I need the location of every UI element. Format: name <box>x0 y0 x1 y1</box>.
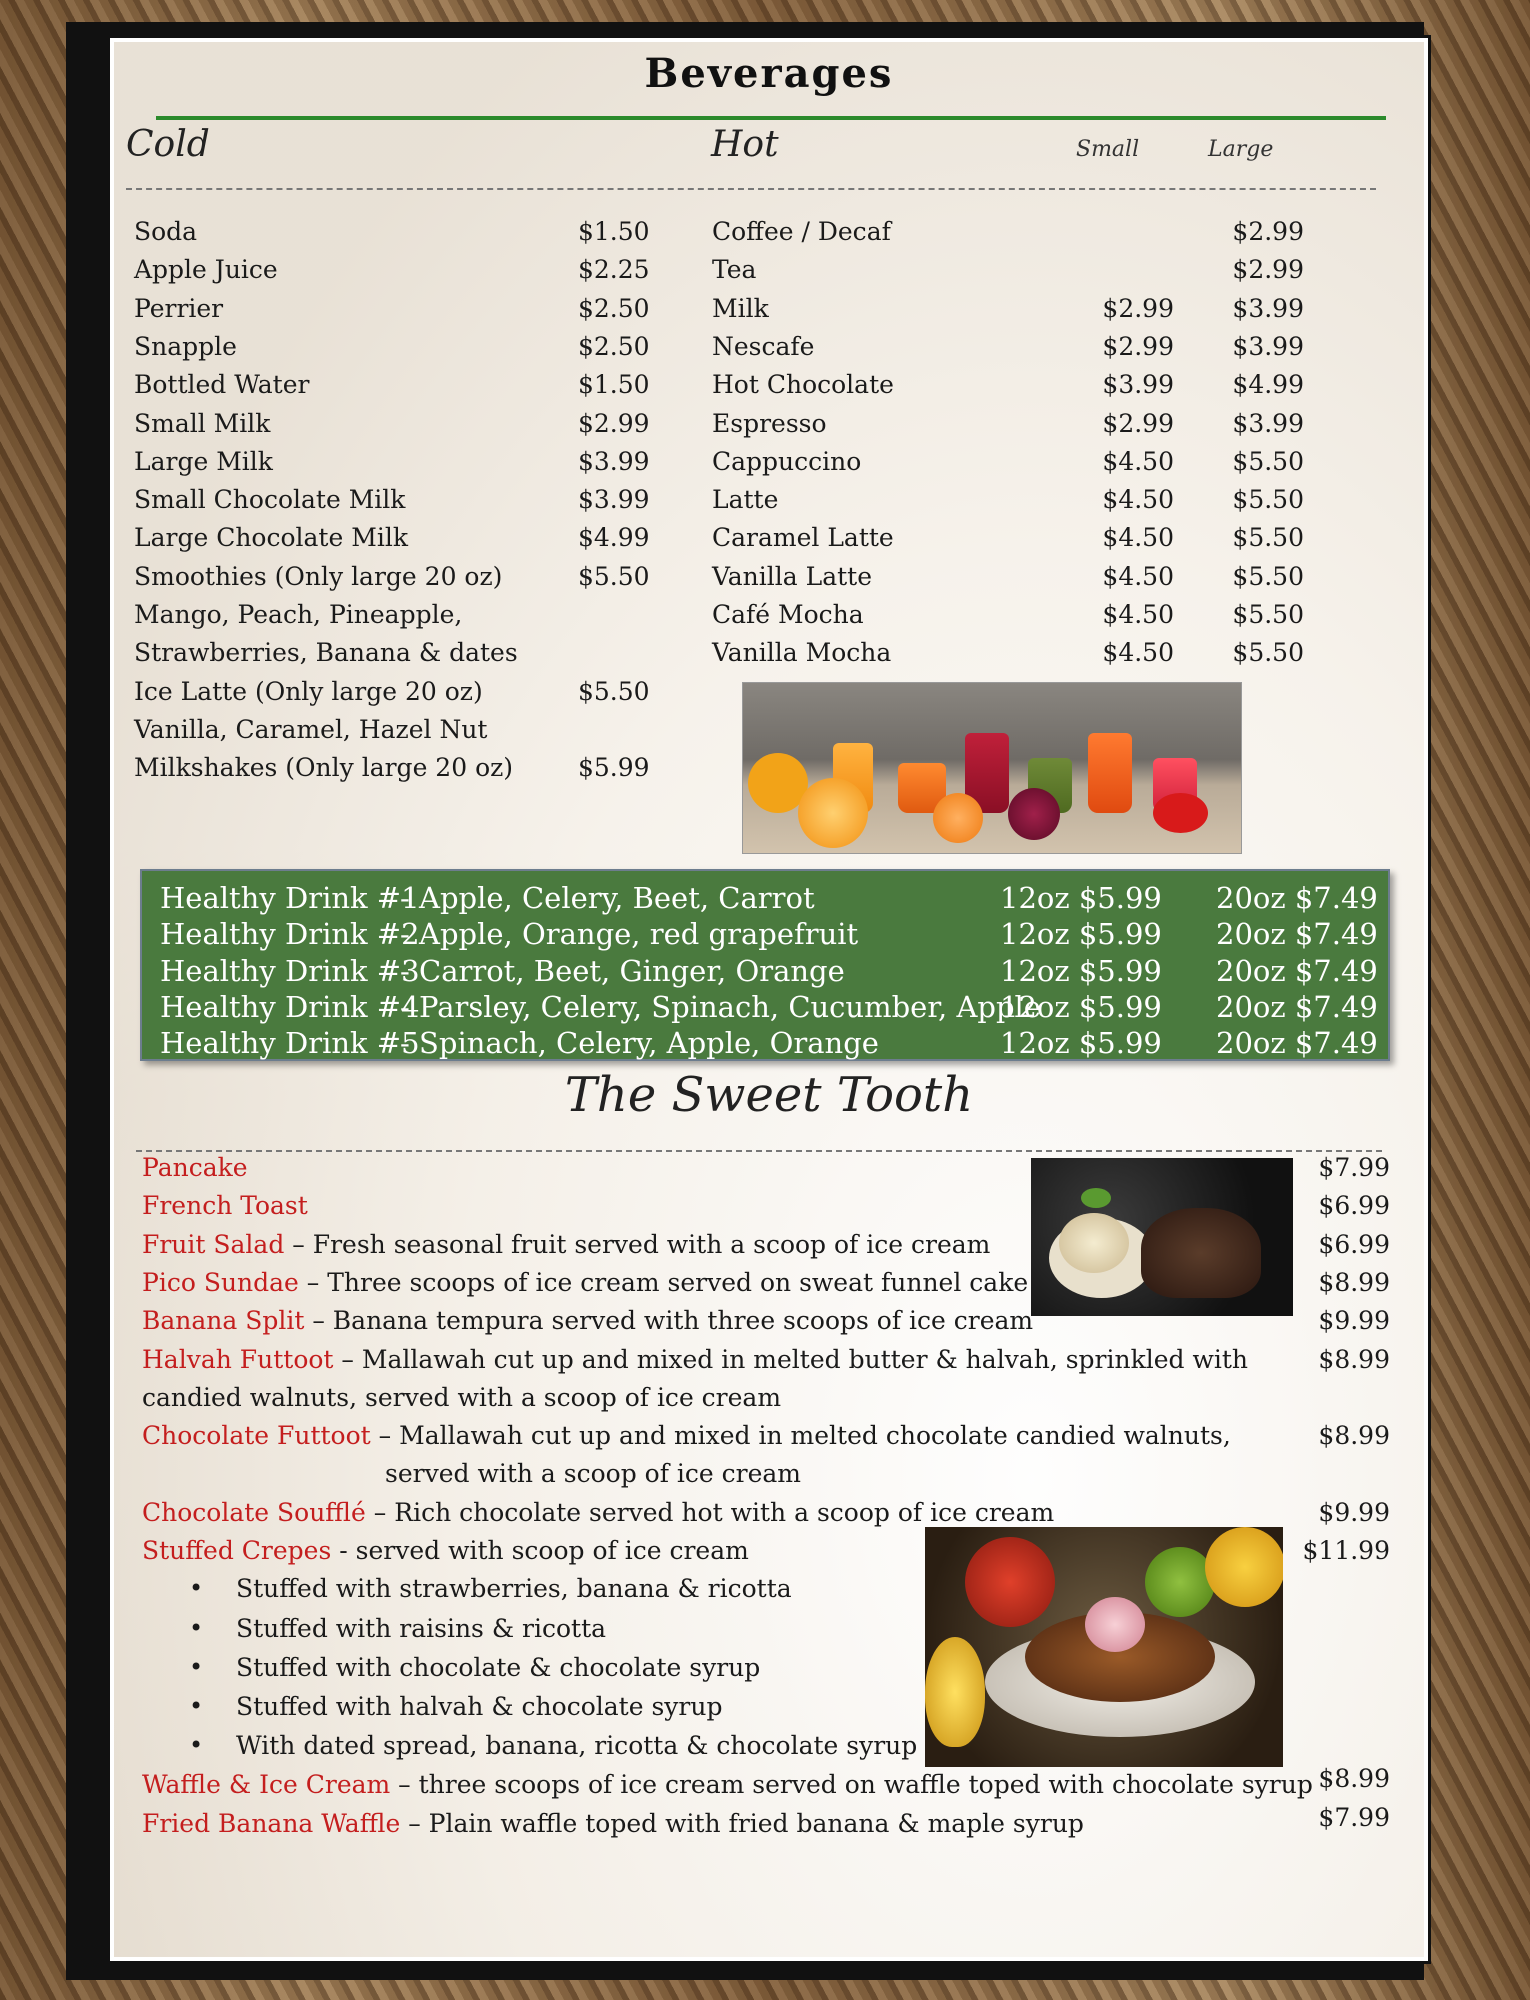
sweet-item-name: Fried Banana Waffle <box>142 1808 401 1838</box>
sweet-item <box>142 1421 1231 1450</box>
sweet-item-desc-cont: served with a scoop of ice cream <box>385 1459 802 1489</box>
cold-item-name: Mango, Peach, Pineapple, <box>134 600 463 629</box>
sweet-item-name: Banana Split <box>142 1306 305 1336</box>
sweet-item <box>142 1536 749 1565</box>
sweet-item <box>142 1809 1084 1838</box>
crepe-bullet: • <box>189 1652 204 1681</box>
cold-item-price: $2.50 <box>578 331 650 361</box>
sweet-item <box>142 1230 990 1259</box>
sweet-item-name: Chocolate Soufflé <box>142 1497 366 1527</box>
healthy-drink-large-price: 20oz $7.49 <box>1216 881 1378 915</box>
cold-item-name: Small Milk <box>134 408 271 438</box>
hot-item-name: Nescafe <box>712 331 815 361</box>
cold-item-price: $5.99 <box>578 753 650 783</box>
healthy-drink-name: Healthy Drink #3 <box>160 953 420 988</box>
crepe-option: With dated spread, banana, ricotta & chocolate syrup <box>236 1731 918 1761</box>
hot-item-name: Tea <box>712 255 757 285</box>
cold-item-price: $1.50 <box>578 370 650 400</box>
healthy-drink-name: Healthy Drink #1 <box>160 881 420 915</box>
hot-item-name: Café Mocha <box>712 600 864 629</box>
healthy-drink-desc: - Parsley, Celery, Spinach, Cucumber, Apple <box>400 989 1041 1024</box>
sweet-item-desc: – Plain waffle toped with fried banana & maple syrup <box>400 1808 1084 1838</box>
healthy-drink-small-price: 12oz $5.99 <box>1000 1026 1162 1061</box>
hot-item-name: Espresso <box>712 408 827 438</box>
healthy-drink-name: Healthy Drink #5 <box>160 1026 420 1061</box>
cold-item-name: Soda <box>134 217 198 246</box>
sweet-item-name: Waffle & Ice Cream <box>142 1770 391 1800</box>
sweet-divider <box>136 1150 1382 1152</box>
sweet-item-name: Halvah Futtoot <box>142 1344 334 1374</box>
healthy-drink-desc: - Spinach, Celery, Apple, Orange <box>400 1026 879 1061</box>
sweet-item-desc-cont: candied walnuts, served with a scoop of ice cream <box>142 1382 782 1412</box>
healthy-drink-large-price: 20oz $7.49 <box>1216 1026 1378 1061</box>
cold-header: Cold <box>126 124 210 165</box>
small-column-label: Small <box>1076 137 1140 162</box>
hot-item-name: Vanilla Mocha <box>712 638 892 668</box>
juice-photo <box>742 682 1242 854</box>
sweet-item-desc: – Fresh seasonal fruit served with a scoop of ice cream <box>284 1229 991 1259</box>
crepe-bullet: • <box>189 1574 204 1603</box>
sweet-item-desc: – Mallawah cut up and mixed in melted chocolate candied walnuts, <box>370 1421 1231 1451</box>
crepe-option: Stuffed with strawberries, banana & ricotta <box>236 1574 792 1604</box>
sweet-item <box>142 1770 1313 1799</box>
sweet-tooth-title: The Sweet Tooth <box>564 1067 974 1123</box>
hot-item-name: Coffee / Decaf <box>712 217 891 246</box>
cold-item-name: Large Milk <box>134 446 273 476</box>
cold-item-name: Ice Latte (Only large 20 oz) <box>134 676 483 706</box>
healthy-drink-small-price: 12oz $5.99 <box>1000 953 1162 988</box>
cold-item-name: Milkshakes (Only large 20 oz) <box>134 753 514 783</box>
hot-item-name: Caramel Latte <box>712 523 894 553</box>
sweet-item-desc: – three scoops of ice cream served on waffle toped with chocolate syrup <box>390 1770 1313 1800</box>
sweet-item-name: Pico Sundae <box>142 1267 299 1297</box>
cold-item-name: Strawberries, Banana & dates <box>134 638 518 668</box>
sweet-item-desc: – Mallawah cut up and mixed in melted butter & halvah, sprinkled with <box>333 1344 1249 1374</box>
cold-item-name: Apple Juice <box>134 255 278 285</box>
sweet-item-desc: – Three scoops of ice cream served on sweat funnel cake <box>298 1267 1029 1297</box>
sweet-item-desc: - served with scoop of ice cream <box>331 1536 749 1565</box>
sweet-item <box>142 1268 1028 1297</box>
page-title: Beverages <box>644 50 894 97</box>
healthy-drink-desc: - Carrot, Beet, Ginger, Orange <box>400 953 845 988</box>
sweet-item <box>142 1306 1033 1335</box>
beverages-divider <box>126 188 1376 190</box>
crepe-bullet: • <box>189 1613 204 1642</box>
cold-item-name: Bottled Water <box>134 370 310 400</box>
cold-item-name: Snapple <box>134 331 237 361</box>
crepe-option: Stuffed with raisins & ricotta <box>236 1613 607 1643</box>
cold-item-name: Perrier <box>134 293 224 323</box>
sweet-item-name: Pancake <box>142 1153 248 1182</box>
cold-item-price: $3.99 <box>578 485 650 515</box>
cold-item-name: Smoothies (Only large 20 oz) <box>134 561 503 591</box>
sweet-item-name: Chocolate Futtoot <box>142 1421 371 1451</box>
sweet-item-name: French Toast <box>142 1191 308 1221</box>
sweet-item-name: Fruit Salad <box>142 1229 285 1259</box>
cold-item-price: $4.99 <box>578 523 650 553</box>
healthy-drink-small-price: 12oz $5.99 <box>1000 917 1162 952</box>
hot-item-name: Milk <box>712 293 769 323</box>
hot-item-name: Cappuccino <box>712 446 862 476</box>
healthy-drink-small-price: 12oz $5.99 <box>1000 989 1162 1024</box>
large-column-label: Large <box>1208 137 1274 162</box>
cold-item-price: $3.99 <box>578 446 650 476</box>
cold-item-name: Vanilla, Caramel, Hazel Nut <box>134 714 488 744</box>
healthy-drink-name: Healthy Drink #2 <box>160 917 420 952</box>
healthy-drinks-box <box>140 869 1390 1061</box>
healthy-drink-large-price: 20oz $7.49 <box>1216 953 1378 988</box>
hot-item-name: Latte <box>712 485 779 515</box>
healthy-drink-desc: - Apple, Orange, red grapefruit <box>400 917 859 952</box>
chocolate-cake-photo <box>1031 1158 1293 1316</box>
cold-item-price: $2.50 <box>578 293 650 323</box>
sweet-item-desc: – Banana tempura served with three scoops of ice cream <box>304 1306 1034 1336</box>
cold-item-name: Small Chocolate Milk <box>134 485 406 515</box>
sweet-item <box>142 1191 308 1220</box>
cold-item-name: Large Chocolate Milk <box>134 523 408 553</box>
sweet-item-name: Stuffed Crepes <box>142 1536 332 1565</box>
sweet-item <box>142 1345 1248 1374</box>
hot-item-name: Hot Chocolate <box>712 370 894 400</box>
healthy-drink-small-price: 12oz $5.99 <box>1000 881 1162 915</box>
healthy-drink-large-price: 20oz $7.49 <box>1216 917 1378 952</box>
cold-item-price: $2.99 <box>578 408 650 438</box>
sweet-item-desc: – Rich chocolate served hot with a scoop of ice cream <box>365 1497 1055 1527</box>
crepe-bullet: • <box>189 1691 204 1720</box>
cold-item-price: $1.50 <box>578 217 650 246</box>
hot-item-name: Vanilla Latte <box>712 561 872 591</box>
healthy-drink-desc: - Apple, Celery, Beet, Carrot <box>400 881 815 915</box>
crepes-dessert-photo <box>925 1527 1283 1767</box>
menu-page: Beverages Cold Hot Small Large Soda $1.50 Apple Juice $2.25 Perrier $2.50 Snapple $2.50 Bottled Water $1.50 Small Milk $2.99 Large Milk $3.99 Small Chocolate Milk $3.99 Large Chocolate Milk $4.99 Smoothies (Only large 20 oz) $5.50 Mango, Peach, Pineapple, Strawberries, Banana & dates Ice Latte (Only large 20 oz) $5.50 Vanilla, Caramel, Hazel Nut Milkshakes (Only large 20 oz) $5.99 Coffee / Decaf $2.99 Tea $2.99 Milk $2.99 $3.99 Nescafe $2.99 $3.99 Hot Chocolate $3.99 $4.99 Espresso $2.99 $3.99 Cappuccino $4.50 $5.50 Latte $4.50 $5.50 Caramel Latte $4.50 $5.50 Vanilla Latte $4.50 $5.50 Café Mocha $4.50 $5.50 Vanilla Mocha $4.50 $5.50 Healthy Drink #1 - Apple, Celery, Beet, Carrot 12oz $5.99 20oz $7.49 Healthy Drink #2 - Apple, Orange, red grapefruit 12oz $5.99 20oz $7.49 Healthy Drink #3 - Carrot, Beet, Ginger, Orange 12oz $5.99 20oz $7.49 Healthy Drink #4 - Parsley, Celery, Spinach, Cucumber, Apple 12oz $5.99 20oz $7.49 Healthy Drink #5 - Spinach, Celery, Apple, Orange 12oz $5.99 20oz $7.49 The Sweet Tooth Pancake $7.99 French Toast $6.99 Fruit Salad – Fresh seasonal fruit served with a scoop of ice cream $6.99 Pico Sundae – Three scoops of ice cream served on sweat funnel cake $8.99 Banana Split – Banana tempura served with three scoops of ice cream $9.99 Halvah Futtoot – Mallawah cut up and mixed in melted butter & halvah, sprinkled with $8.99 candied walnuts, served with a scoop of ice cream Chocolate Futtoot – Mallawah cut up and mixed in melted chocolate candied walnuts, $8.99 served with a scoop of ice cream Chocolate Soufflé – Rich chocolate served hot with a scoop of ice cream $9.99 Stuffed Crepes - served with scoop of ice cream $11.99 • Stuffed with strawberries, banana & ricotta • Stuffed with raisins & ricotta • Stuffed with chocolate & chocolate syrup • Stuffed with halvah & chocolate syrup • With dated spread, banana, ricotta & chocolate syrup Waffle & Ice Cream – three scoops of ice cream served on waffle toped with chocolate syrup $8.99 Fried Banana Waffle – Plain waffle toped with fried banana & maple syrup $7.99 <box>110 38 1428 1961</box>
cold-item-price: $5.50 <box>578 676 650 706</box>
crepe-option: Stuffed with chocolate & chocolate syrup <box>236 1652 761 1682</box>
cold-item-price: $2.25 <box>578 255 650 285</box>
sweet-item <box>142 1153 248 1182</box>
crepe-bullet: • <box>189 1731 204 1760</box>
crepe-option: Stuffed with halvah & chocolate syrup <box>236 1691 723 1721</box>
healthy-drink-large-price: 20oz $7.49 <box>1216 989 1378 1024</box>
healthy-drink-name: Healthy Drink #4 <box>160 989 420 1024</box>
hot-header: Hot <box>711 124 779 165</box>
title-underline <box>156 116 1386 120</box>
sweet-item <box>142 1498 1054 1527</box>
cold-item-price: $5.50 <box>578 561 650 591</box>
